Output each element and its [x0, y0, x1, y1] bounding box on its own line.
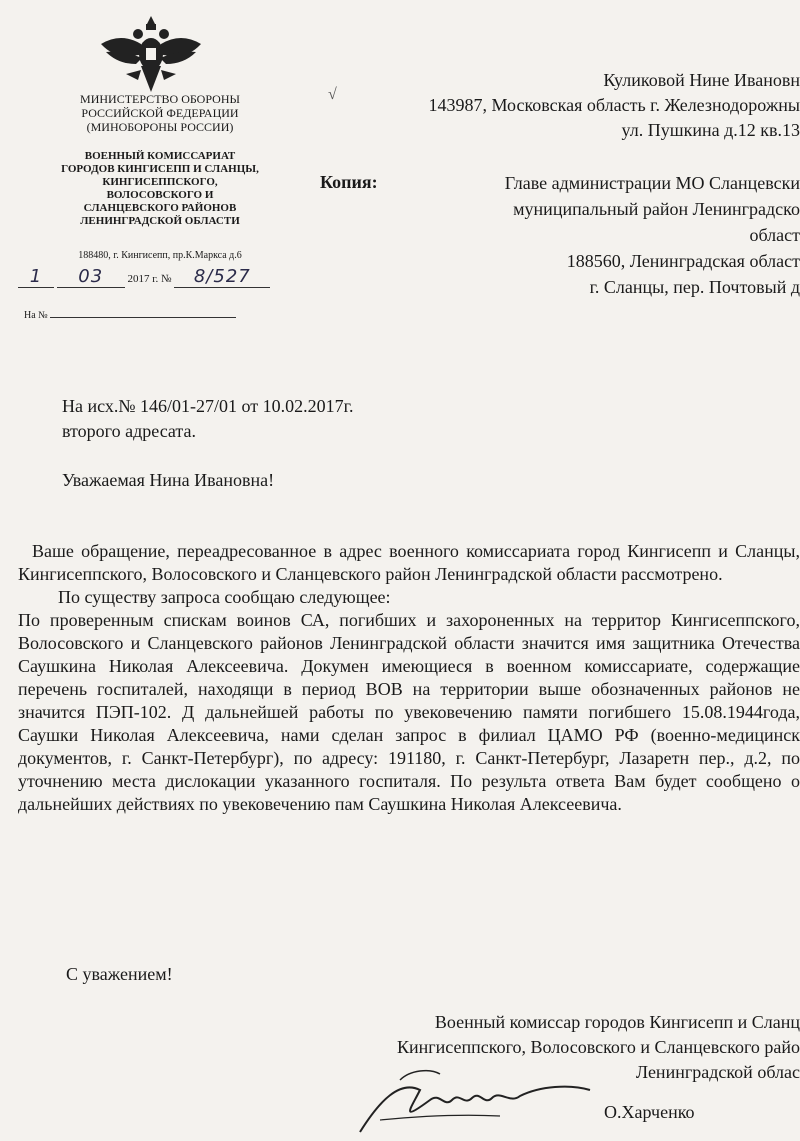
ministry-line: РОССИЙСКОЙ ФЕДЕРАЦИИ [81, 106, 239, 120]
incoming-ref-underline [50, 308, 236, 318]
date-month: 03 [57, 266, 125, 288]
ministry-line: (МИНОБОРОНЫ РОССИИ) [86, 120, 234, 134]
signer-name: О.Харченко [604, 1102, 695, 1122]
recipient-line: 143987, Московская область г. Железнодорожны [428, 95, 800, 115]
commissariat-name [20, 150, 300, 228]
check-mark: √ [328, 86, 337, 103]
signer-line: Военный комиссар городов Кингисепп и Сланц [434, 1012, 800, 1032]
body-paragraph: По проверенным спискам воинов СА, погибших и захороненных на территор Кингисеппского, Волосовского и Сланцевского районов Ленинградской области значится имя защитника Отечества Саушкина Николая Алексеевича. Докумен имеющиеся в военном комиссариате, содержащие перечень госпиталей, находящи в период ВОВ на территории выше обозначенных районов не значится ПЭП-102. Д дальнейшей работы по увековечению памяти погибшего 15.08.1944года, Саушки Николая Алексеевича, нами сделан запрос в филиал ЦАМО РФ (военно-медицинск документов, г. Санкт-Петербург), по адресу: 191180, г. Санкт-Петербург, Лазаретн пер., д.2, по уточнению места дислокации указанного госпиталя. По результа ответа Вам будет сообщено о дальнейших действиях по увековечению пам Саушкина Николая Алексеевича. [18, 610, 800, 814]
closing: С уважением! [66, 964, 173, 984]
copy-line: 188560, Ленинградская област [566, 251, 800, 271]
copy-recipient-block [420, 170, 800, 300]
double-headed-eagle-icon [96, 14, 206, 94]
commissariat-line: КИНГИСЕППСКОГО, [102, 176, 218, 188]
reference-line: На исх.№ 146/01-27/01 от 10.02.2017г. [62, 396, 354, 416]
body-paragraph: Ваше обращение, переадресованное в адрес военного комиссариата город Кингисепп и Сланцы, Кингисеппского, Волосовского и Сланцевского район Ленинградской области рассмотрено. [18, 541, 800, 584]
na-label: На № [24, 310, 48, 321]
copy-line: г. Сланцы, пер. Почтовый д [589, 277, 800, 297]
recipient-block [330, 68, 800, 143]
reference-block [62, 394, 354, 444]
handwritten-signature [340, 1060, 600, 1140]
sender-address: 188480, г. Кингисепп, пр.К.Маркса д.6 [78, 250, 242, 261]
year-label: 2017 г. № [127, 273, 172, 285]
commissariat-line: ЛЕНИНГРАДСКОЙ ОБЛАСТИ [80, 215, 240, 227]
copy-line: Главе администрации МО Сланцевски [504, 173, 800, 193]
signer-line: Ленинградской облас [635, 1062, 800, 1082]
reference-line: второго адресата. [62, 421, 197, 441]
signer-line: Кингисеппского, Волосовского и Сланцевского райо [397, 1037, 800, 1057]
recipient-line: Куликовой Нине Ивановн [603, 70, 800, 90]
copy-label: Копия: [320, 172, 378, 192]
incoming-ref-line [24, 308, 236, 321]
body-paragraph: По существу запроса сообщаю следующее: [58, 587, 391, 607]
recipient-line: ул. Пушкина д.12 кв.13 [621, 120, 800, 140]
outgoing-number: 8/527 [174, 266, 270, 288]
date-day: 1 [18, 266, 54, 288]
date-number-line [18, 266, 270, 288]
salutation: Уважаемая Нина Ивановна! [62, 470, 275, 490]
copy-line: муниципальный район Ленинградско [513, 199, 800, 219]
commissariat-line: СЛАНЦЕВСКОГО РАЙОНОВ [83, 202, 237, 214]
commissariat-line: ГОРОДОВ КИНГИСЕПП И СЛАНЦЫ, [61, 163, 259, 175]
copy-line: област [749, 225, 800, 245]
ministry-line: МИНИСТЕРСТВО ОБОРОНЫ [80, 92, 240, 106]
letter-body [18, 540, 800, 816]
commissariat-line: ВОЛОСОВСКОГО И [106, 189, 214, 201]
commissariat-line: ВОЕННЫЙ КОМИССАРИАТ [84, 150, 236, 162]
ministry-name [20, 92, 300, 134]
